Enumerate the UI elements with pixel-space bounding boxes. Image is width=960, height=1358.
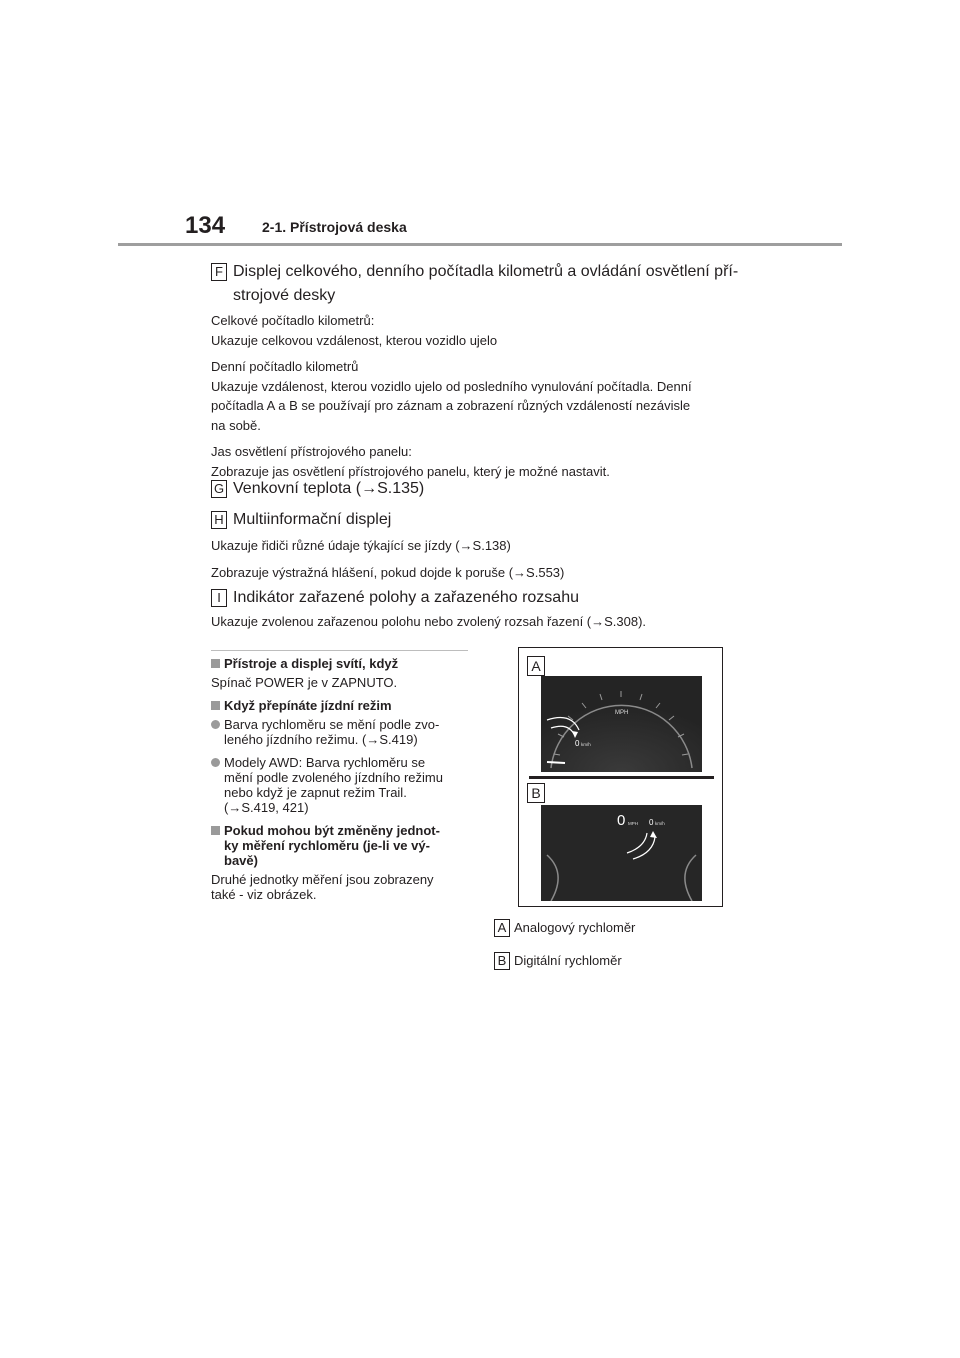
figure-label-a: A [527,656,545,676]
note-2-bullet-1-line-2: leného jízdního režimu. (→S.419) [224,732,418,747]
note-2-heading: Když přepínáte jízdní režim [211,698,473,713]
item-f-title-line1: Displej celkového, denního počítadla kilometrů a ovládání osvětlení pří- [233,263,739,280]
item-i-title: Indikátor zařazené polohy a zařazeného rozsahu [233,589,579,606]
note-3-heading [211,823,473,868]
item-f-heading [211,260,771,308]
note-2-bullet-1 [211,717,473,747]
item-f-title-line2: strojové desky [233,287,336,304]
tripmeter-desc-1: Ukazuje vzdálenost, kterou vozidlo ujelo od posledního vynulování počítadla. Denní [211,378,692,394]
note-2-bullet-1-line-1: Barva rychloměru se mění podle zvo- [224,717,440,732]
item-g-heading [211,477,424,501]
figure-divider [529,776,714,779]
item-g-title: Venkovní teplota (→S.135) [233,480,425,497]
analog-speedometer-screen [541,676,702,772]
header-rule [118,243,842,246]
note-2-bullet-2-line-1: Modely AWD: Barva rychloměru se [224,755,426,770]
note-1-heading: Přístroje a displej svítí, když [211,656,473,671]
note-3-text [211,872,473,902]
note-2-bullet-2 [211,755,473,815]
note-3-text-line-1: Druhé jednotky měření jsou zobrazeny [211,872,434,887]
item-f-para-3 [211,442,751,481]
digital-speed-value: 0 [617,812,626,829]
note-3-heading-line-3: bavě) [224,853,258,868]
item-h-heading [211,508,391,532]
digital-gauge-graphic [541,805,702,901]
item-i-para-1: Ukazuje zvolenou zařazenou polohu nebo zvolený rozsah řazení (→S.308). [211,614,647,629]
caption-digital-text: Digitální rychloměr [514,953,622,968]
analog-speed-value: 0 [575,739,580,748]
item-h-body [211,536,751,589]
analog-unit-kmh: km/h [581,742,591,747]
item-f-para-1 [211,311,751,350]
caption-analog-text: Analogový rychloměr [514,920,636,935]
caption-label-a: A [494,919,510,937]
digital-unit-mph: MPH [628,821,638,826]
item-h-para-2: Zobrazuje výstražná hlášení, pokud dojde k poruše (→S.553) [211,564,565,580]
speedometer-figure [518,647,723,907]
label-f: F [211,263,227,281]
digital-unit-kmh: km/h [655,821,665,826]
analog-unit-mph: MPH [615,710,629,716]
tripmeter-desc-3: na sobě. [211,417,261,433]
analog-gauge-graphic [541,676,702,772]
note-3-text-line-2: také - viz obrázek. [211,887,317,902]
note-3-heading-line-2: ky měření rychloměru (je-li ve vý- [224,838,430,853]
label-h: H [211,511,227,529]
digital-kmh-value: 0 [649,818,654,827]
item-h-title: Multiinformační displej [233,511,392,528]
item-i-heading [211,586,579,610]
label-g: G [211,480,227,498]
note-2-bullet-2-line-3: nebo když je zapnut režim Trail. [224,785,407,800]
notes-column [211,656,473,910]
note-3-heading-line-1: Pokud mohou být změněny jednot- [224,823,440,838]
notes-separator [211,650,468,651]
odometer-desc: Ukazuje celkovou vzdálenost, kterou vozidlo ujelo [211,332,498,348]
caption-label-b: B [494,952,510,970]
brightness-label: Jas osvětlení přístrojového panelu: [211,444,412,459]
page-number: 134 [185,212,226,239]
item-h-para-1: Ukazuje řidiči různé údaje týkající se jízdy (→S.138) [211,538,511,553]
note-2-bullet-2-line-2: mění podle zvoleného jízdního režimu [224,770,443,785]
figure-label-b: B [527,783,545,803]
item-f-body [211,311,751,488]
brightness-desc: Zobrazuje jas osvětlení přístrojového panelu, který je možné nastavit. [211,463,610,479]
digital-speedometer-screen [541,805,702,901]
section-title: 2-1. Přístrojová deska [262,219,407,235]
tripmeter-desc-2: počítadla A a B se používají pro záznam a zobrazení různých vzdáleností nezávisle [211,398,691,413]
caption-digital [494,952,622,970]
odometer-label: Celkové počítadlo kilometrů: [211,313,375,328]
label-i: I [211,589,227,607]
note-2-bullet-2-line-4: (→S.419, 421) [224,800,309,815]
note-1-text: Spínač POWER je v ZAPNUTO. [211,675,398,690]
tripmeter-label: Denní počítadlo kilometrů [211,359,359,374]
item-f-para-2 [211,357,751,435]
item-i-body [211,612,751,639]
caption-analog [494,919,635,937]
